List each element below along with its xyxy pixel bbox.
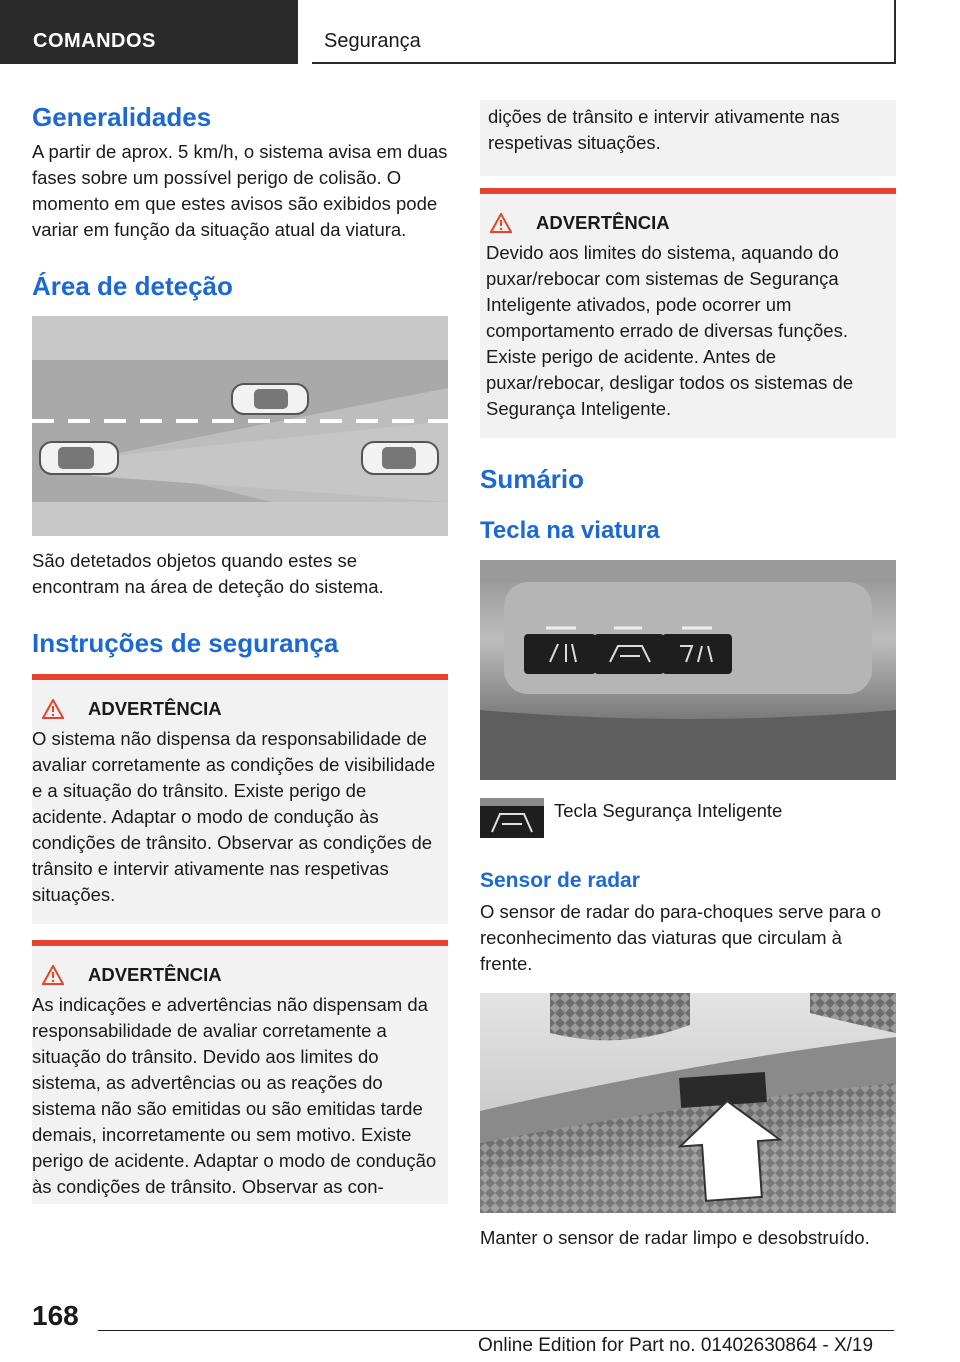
button-panel-figure	[480, 560, 896, 780]
warning-text: O sistema não dispensa da responsabilidade de avaliar corretamente as condições de visibilidade e a situação do trânsito. Existe perigo de acidente. Adaptar o modo de condução às condições de trânsito. Observar as condições de trânsito e intervir ativamente nas respetivas situações.	[32, 727, 436, 905]
warning-title: ADVERTÊNCIA	[88, 697, 222, 719]
left-column	[32, 100, 448, 1204]
area-heading: Área de deteção	[32, 271, 233, 302]
detection-area-figure	[32, 316, 448, 536]
car-ahead-left	[232, 384, 308, 414]
warning-continuation	[480, 100, 896, 176]
chapter-header	[312, 0, 896, 64]
edition-note: Online Edition for Part no. 01402630864 - X/19	[478, 1335, 874, 1356]
button-panel-illustration	[480, 560, 896, 780]
warning-continuation-text: dições de trânsito e intervir ativamente nas respetivas situações.	[488, 106, 840, 153]
car-own	[40, 442, 118, 474]
warning-triangle-icon	[42, 965, 64, 985]
warning-title: ADVERTÊNCIA	[88, 963, 222, 985]
radar-text: O sensor de radar do para-choques serve para o reconhecimento das viaturas que circulam à frente.	[480, 901, 882, 975]
key-legend	[480, 798, 896, 838]
footer-divider	[98, 1330, 894, 1331]
tecla-heading: Tecla na viatura	[480, 517, 660, 545]
radar-heading: Sensor de radar	[480, 868, 640, 892]
warning-box-3	[480, 188, 896, 438]
warning-triangle-icon	[42, 699, 64, 719]
intelligent-safety-button-icon	[480, 798, 544, 838]
radar-sensor-figure	[480, 993, 896, 1213]
generalidades-heading: Generalidades	[32, 102, 212, 132]
warning-triangle-icon	[490, 213, 512, 233]
sumario-heading: Sumário	[480, 464, 585, 494]
area-caption: São detetados objetos quando estes se encontram na área de deteção do sistema.	[32, 550, 384, 598]
right-column	[480, 100, 896, 1251]
generalidades-text: A partir de aprox. 5 km/h, o sistema avisa em duas fases sobre um possível perigo de colisão. O momento em que estes avisos são exibidos pode variar em função da situação atual da viatura.	[32, 141, 448, 241]
warning-box-2	[32, 940, 448, 1204]
warning-box-1	[32, 674, 448, 924]
detection-area-illustration	[32, 316, 448, 536]
page-number: 168	[32, 1300, 79, 1331]
key-label: Tecla Segurança Inteligente	[554, 799, 783, 821]
warning-text: Devido aos limites do sistema, aquando do puxar/rebocar com sistemas de Segurança Inteligente ativados, pode ocorrer um comportamento errado de diversas funções. Existe perigo de acidente. Antes de puxar/rebocar, desligar todos os sistemas de Segurança Inteligente.	[486, 242, 854, 419]
radar-sensor-illustration	[480, 993, 896, 1213]
car-ahead-right	[362, 442, 438, 474]
warning-text: As indicações e advertências não dispensam da responsabilidade de avaliar corretamente a situação do trânsito. Devido aos limites do sistema, as advertências ou as reações do sistema não são emitidas ou são emitidas tarde demais, incorretamente ou sem motivo. Existe perigo de acidente. Adaptar o modo de condução às condições de trânsito. Observar as con-	[32, 993, 437, 1197]
instructions-heading: Instruções de segurança	[32, 628, 339, 659]
section-label: COMANDOS	[33, 30, 156, 52]
chapter-label: Segurança	[324, 30, 421, 52]
radar-caption: Manter o sensor de radar limpo e desobstruído.	[480, 1227, 870, 1249]
warning-title: ADVERTÊNCIA	[536, 212, 670, 233]
section-tab	[0, 0, 298, 64]
